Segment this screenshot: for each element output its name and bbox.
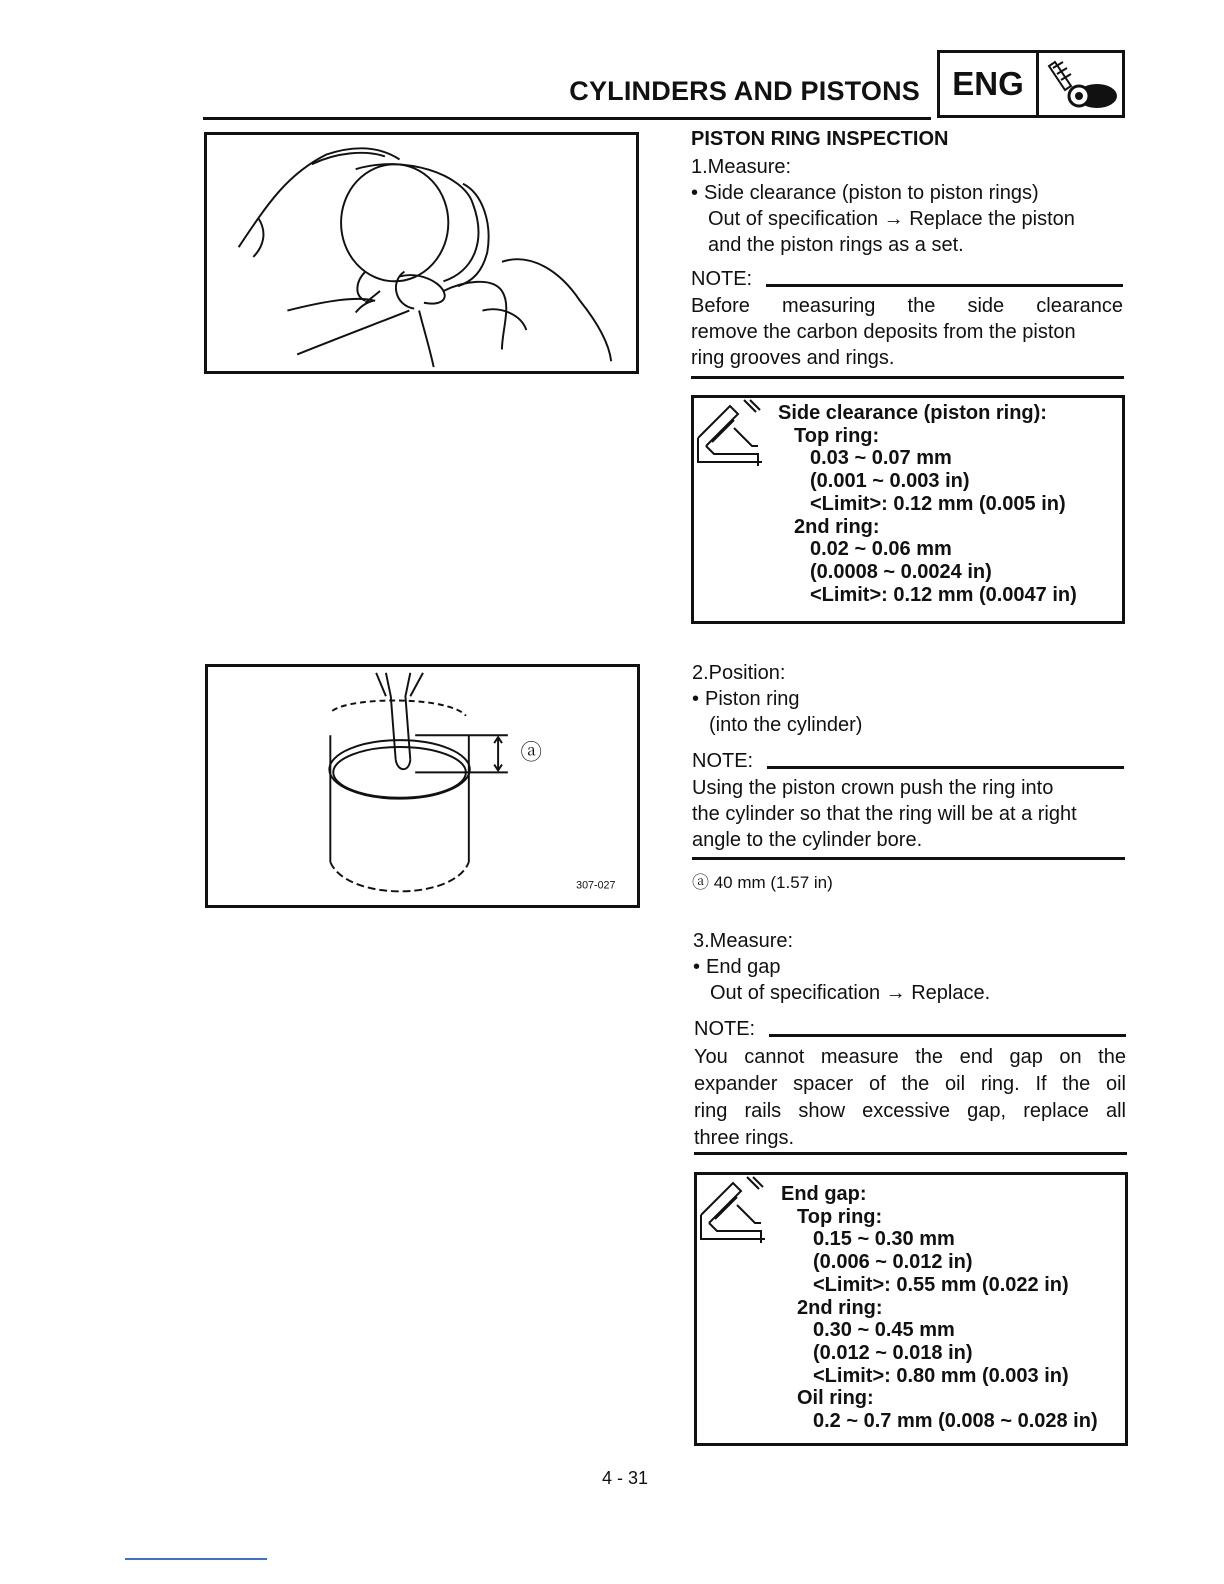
spec-value: (0.0008 ~ 0.0024 in)	[810, 560, 992, 583]
step-1: 1.Measure:	[691, 156, 792, 178]
note-line: ring rails show excessive gap, replace all	[694, 1100, 1126, 1122]
bullet-side-clearance: • Side clearance (piston to piston rings)	[691, 180, 1039, 206]
spec-ring-label: 2nd ring:	[797, 1296, 883, 1319]
note-line: ring grooves and rings.	[691, 347, 895, 369]
spec-heading: Side clearance (piston ring):	[778, 402, 1047, 424]
note-line: expander spacer of the oil ring. If the oil	[694, 1073, 1126, 1095]
dimension-caption: ⓐ 40 mm (1.57 in)	[692, 873, 833, 892]
caliper-icon	[697, 1175, 769, 1243]
section-heading: PISTON RING INSPECTION	[691, 128, 949, 150]
spec-box-side-clearance	[691, 395, 1125, 624]
page-number: 4 - 31	[601, 1468, 649, 1488]
spec-value: (0.012 ~ 0.018 in)	[813, 1341, 973, 1364]
instruction-detail: Out of specification → Replace.	[710, 982, 991, 1004]
note-2-end-rule	[692, 857, 1125, 860]
note-3-end-rule	[694, 1152, 1127, 1155]
figure-marker: ⓐ	[520, 740, 542, 766]
note-line: the cylinder so that the ring will be at a right	[692, 803, 1077, 825]
step-2: 2.Position:	[692, 662, 786, 684]
figure-piston-feeler	[204, 132, 639, 374]
note-label: NOTE:	[691, 268, 753, 290]
step-3: 3.Measure:	[693, 930, 794, 952]
note-line: three rings.	[694, 1127, 795, 1149]
instruction-line-1: Out of specification → Replace the piston	[708, 208, 1075, 230]
page-title: CYLINDERS AND PISTONS	[569, 76, 920, 106]
instruction-detail: (into the cylinder)	[709, 714, 863, 736]
bullet-end-gap: • End gap	[693, 954, 781, 980]
spec-limit: <Limit>: 0.12 mm (0.005 in)	[810, 492, 1066, 515]
engine-gear-icon	[1039, 53, 1122, 115]
note-line: Using the piston crown push the ring into	[692, 777, 1054, 799]
badge-label: ENG	[940, 53, 1039, 115]
section-badge	[937, 50, 1125, 118]
spec-value: 0.03 ~ 0.07 mm	[810, 447, 952, 470]
footer-link-line	[125, 1558, 267, 1560]
spec-value: 0.15 ~ 0.30 mm	[813, 1228, 955, 1251]
spec-value: (0.006 ~ 0.012 in)	[813, 1251, 973, 1274]
spec-limit: <Limit>: 0.80 mm (0.003 in)	[813, 1364, 1069, 1387]
note-line: angle to the cylinder bore.	[692, 829, 923, 851]
spec-value: 0.2 ~ 0.7 mm (0.008 ~ 0.028 in)	[813, 1410, 1098, 1433]
spec-value: (0.001 ~ 0.003 in)	[810, 470, 970, 493]
spec-value: 0.30 ~ 0.45 mm	[813, 1319, 955, 1342]
note-label: NOTE:	[692, 750, 754, 772]
instruction-line-2: and the piston rings as a set.	[708, 234, 964, 256]
spec-ring-label: 2nd ring:	[794, 515, 880, 538]
spec-ring-label: Top ring:	[797, 1205, 883, 1228]
note-1	[691, 268, 1123, 371]
spec-value: 0.02 ~ 0.06 mm	[810, 538, 952, 561]
spec-ring-label: Top ring:	[794, 424, 880, 447]
note-2	[692, 750, 1124, 853]
bullet-piston-ring: • Piston ring	[692, 686, 800, 712]
caliper-icon	[694, 398, 766, 466]
note-1-end-rule	[691, 376, 1124, 379]
spec-limit: <Limit>: 0.55 mm (0.022 in)	[813, 1273, 1069, 1296]
spec-limit: <Limit>: 0.12 mm (0.0047 in)	[810, 583, 1077, 606]
note-line: You cannot measure the end gap on the	[694, 1046, 1126, 1068]
header-rule	[203, 117, 931, 120]
spec-ring-label: Oil ring:	[797, 1387, 874, 1410]
figure-ring-in-cylinder	[205, 664, 640, 908]
spec-heading: End gap:	[781, 1183, 867, 1205]
spec-box-end-gap	[694, 1172, 1128, 1446]
figure-code: 307-027	[576, 879, 616, 892]
note-3	[694, 1018, 1126, 1152]
note-line: remove the carbon deposits from the piston	[691, 321, 1076, 343]
note-line: Before measuring the side clearance	[691, 295, 1123, 317]
note-label: NOTE:	[694, 1018, 756, 1040]
